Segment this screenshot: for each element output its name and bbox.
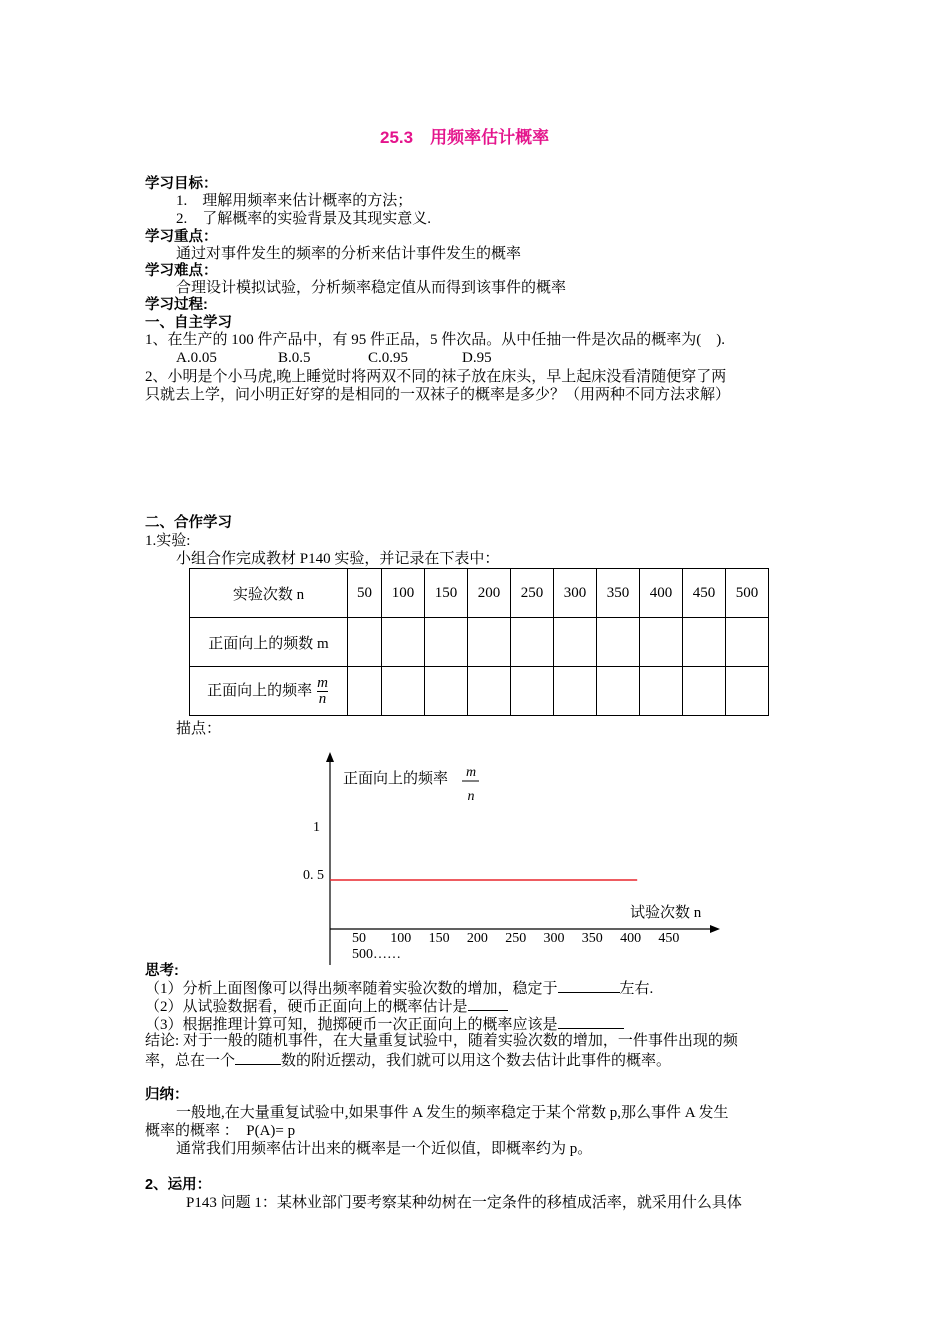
summary-line3: 通常我们用频率估计出来的概率是一个近似值，即概率约为 p。 <box>176 1141 593 1157</box>
conclusion-line2 <box>145 1050 671 1070</box>
experiment-label: 1.实验: <box>145 533 191 549</box>
experiment-table <box>189 568 769 716</box>
fraction-denominator: n <box>318 690 327 707</box>
row-label-text: 正面向上的频率 <box>207 682 313 699</box>
difficulty-text: 合理设计模拟试验，分析频率稳定值从而得到该事件的概率 <box>176 280 567 296</box>
row-label: 实验次数 n <box>190 569 348 618</box>
goal-item: 1. 理解用频率来估计概率的方法； <box>176 193 413 209</box>
table-cell-input[interactable] <box>468 618 511 667</box>
process-heading: 学习过程: <box>145 297 208 313</box>
think-q1-text: （1）分析上面图像可以得出频率随着实验次数的增加，稳定于 <box>145 981 558 997</box>
column-header: 250 <box>511 569 554 618</box>
table-cell-input[interactable] <box>597 618 640 667</box>
x-tick-label: 100 <box>390 931 412 946</box>
conclusion-text: 率，总在一个 <box>145 1053 236 1069</box>
conclusion-tail: 数的附近摆动，我们就可以用这个数去估计此事件的概率。 <box>281 1053 672 1069</box>
x-tick-label: 450 <box>658 931 680 946</box>
difficulty-heading: 学习难点： <box>145 263 218 279</box>
table-cell-input[interactable] <box>640 667 683 716</box>
think-heading: 思考: <box>145 963 179 979</box>
table-cell-input[interactable] <box>382 618 425 667</box>
y-axis-frac-num: m <box>465 765 477 780</box>
page-title: 25.3 用频率估计概率 <box>380 128 550 147</box>
table-cell-input[interactable] <box>554 667 597 716</box>
y-axis-label: 正面向上的频率 <box>343 771 449 787</box>
table-cell-input[interactable] <box>683 618 726 667</box>
table-cell-input[interactable] <box>597 667 640 716</box>
table-cell-input[interactable] <box>683 667 726 716</box>
table-cell-input[interactable] <box>425 618 468 667</box>
x-tick-label: 350 <box>581 931 603 946</box>
plot-label: 描点： <box>176 721 222 737</box>
table-row <box>190 667 769 716</box>
think-q3-text: （3）根据推理计算可知，抛掷硬币一次正面向上的概率应该是 <box>145 1017 558 1033</box>
frequency-chart <box>280 750 720 965</box>
summary-heading: 归纳： <box>145 1087 189 1103</box>
table-cell-input[interactable] <box>726 618 769 667</box>
question-2-line2: 只就去上学，问小明正好穿的是相同的一双袜子的概率是多少？（用两种不同方法求解） <box>145 387 731 403</box>
table-cell-input[interactable] <box>511 618 554 667</box>
apply-heading: 2、运用： <box>145 1177 212 1193</box>
x-tick-label: 200 <box>466 931 488 946</box>
table-row <box>190 569 769 618</box>
part2-heading: 二、合作学习 <box>145 515 232 531</box>
focus-heading: 学习重点： <box>145 229 218 245</box>
answer-blank[interactable] <box>558 978 620 993</box>
column-header: 300 <box>554 569 597 618</box>
table-cell-input[interactable] <box>348 618 382 667</box>
x-axis-arrow <box>710 925 720 933</box>
summary-line1: 一般地,在大量重复试验中,如果事件 A 发生的频率稳定于某个常数 p,那么事件 A 发生 <box>176 1105 729 1121</box>
row-label <box>190 667 348 716</box>
fraction-numerator: m <box>317 674 328 691</box>
answer-blank[interactable] <box>235 1050 281 1065</box>
y-axis-arrow <box>326 752 334 762</box>
column-header: 150 <box>425 569 468 618</box>
goal-item: 2. 了解概率的实验背景及其现实意义. <box>176 211 432 227</box>
x-tick-label: 300 <box>543 931 565 946</box>
table-cell-input[interactable] <box>382 667 425 716</box>
think-q1-tail: 左右. <box>619 981 654 997</box>
fraction <box>315 676 330 707</box>
column-header: 200 <box>468 569 511 618</box>
summary-line2: 概率的概率 ： P(A)= p <box>145 1123 296 1139</box>
answer-blank[interactable] <box>558 1014 624 1029</box>
table-cell-input[interactable] <box>726 667 769 716</box>
table-cell-input[interactable] <box>640 618 683 667</box>
table-cell-input[interactable] <box>425 667 468 716</box>
option-b: B.0.5 <box>278 350 311 366</box>
column-header: 450 <box>683 569 726 618</box>
think-q1 <box>145 978 653 998</box>
x-axis-label: 试验次数 n <box>630 905 702 921</box>
y-axis-frac-den: n <box>467 789 475 804</box>
option-c: C.0.95 <box>368 350 409 366</box>
table-cell-input[interactable] <box>511 667 554 716</box>
x-tick-label: 250 <box>505 931 527 946</box>
goals-heading: 学习目标： <box>145 176 218 192</box>
table-cell-input[interactable] <box>348 667 382 716</box>
think-q2 <box>145 996 508 1016</box>
y-tick-label: 1 <box>313 820 320 835</box>
x-tick-label: 400 <box>620 931 642 946</box>
table-cell-input[interactable] <box>468 667 511 716</box>
x-tick-label: 150 <box>428 931 450 946</box>
table-cell-input[interactable] <box>554 618 597 667</box>
question-1: 1、在生产的 100 件产品中，有 95 件正品，5 件次品。从中任抽一件是次品的概率为( ). <box>145 332 725 348</box>
column-header: 50 <box>348 569 382 618</box>
column-header: 100 <box>382 569 425 618</box>
think-q3 <box>145 1014 624 1034</box>
column-header: 400 <box>640 569 683 618</box>
row-label: 正面向上的频数 m <box>190 618 348 667</box>
y-tick-label: 0. 5 <box>303 868 324 883</box>
table-row <box>190 618 769 667</box>
answer-blank[interactable] <box>468 996 508 1011</box>
think-q2-text: （2）从试验数据看，硬币正面向上的概率估计是 <box>145 999 468 1015</box>
conclusion-line1: 结论: 对于一般的随机事件，在大量重复试验中，随着实验次数的增加，一件事件出现的频 <box>145 1033 738 1049</box>
x-tick-label: 50 <box>352 931 366 946</box>
apply-text: P143 问题 1：某林业部门要考察某种幼树在一定条件的移植成活率，就采用什么具体 <box>186 1195 742 1211</box>
focus-text: 通过对事件发生的频率的分析来估计事件发生的概率 <box>176 246 522 262</box>
column-header: 500 <box>726 569 769 618</box>
x-tick-extra: 500…… <box>352 947 401 962</box>
experiment-intro: 小组合作完成教材 P140 实验，并记录在下表中： <box>176 551 500 567</box>
question-2-line1: 2、小明是个小马虎,晚上睡觉时将两双不同的袜子放在床头，早上起床没看清随便穿了两 <box>145 369 727 385</box>
option-a: A.0.05 <box>176 350 217 366</box>
option-d: D.95 <box>462 350 492 366</box>
part1-heading: 一、自主学习 <box>145 315 232 331</box>
column-header: 350 <box>597 569 640 618</box>
